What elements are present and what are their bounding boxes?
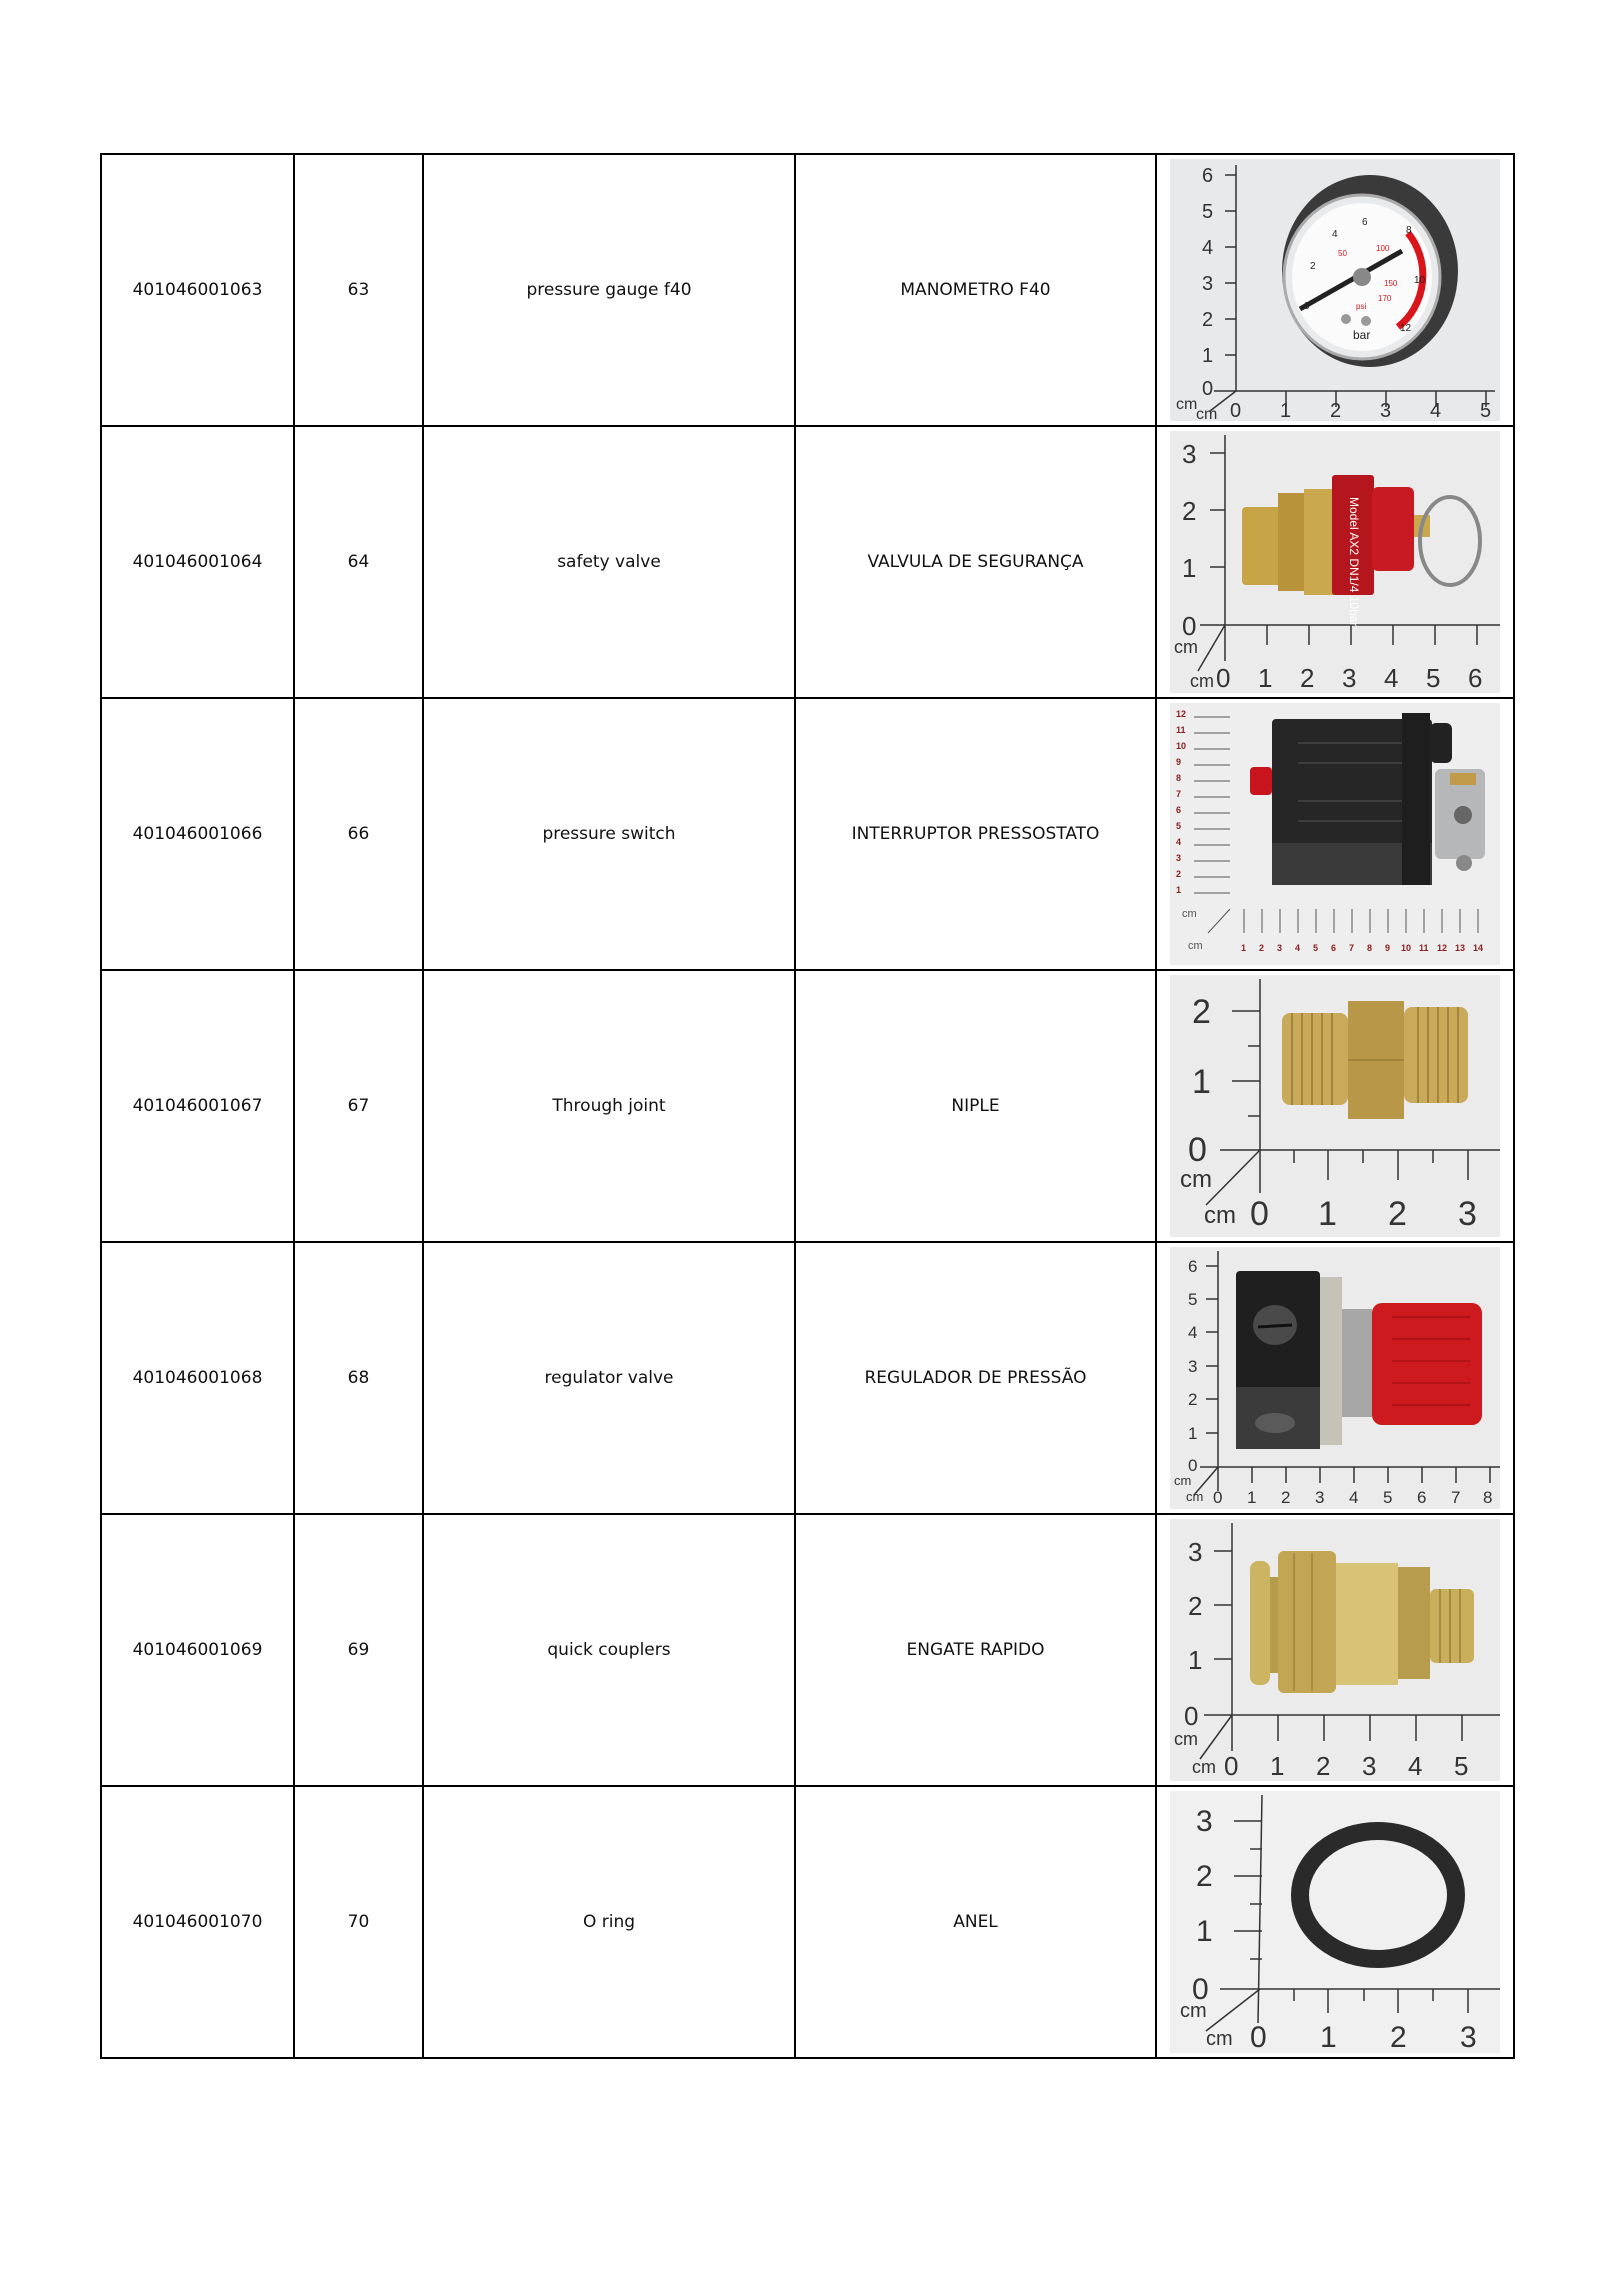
description-pt: VALVULA DE SEGURANÇA	[795, 426, 1156, 698]
pressure-switch-photo	[1170, 703, 1500, 965]
svg-text:170: 170	[1378, 294, 1392, 303]
svg-text:4: 4	[1384, 663, 1399, 693]
svg-text:cm: cm	[1180, 2000, 1207, 2022]
svg-text:2: 2	[1176, 869, 1182, 879]
svg-text:1: 1	[1241, 943, 1247, 953]
svg-text:2: 2	[1330, 400, 1342, 421]
svg-text:2: 2	[1202, 309, 1214, 331]
svg-text:psi: psi	[1356, 302, 1367, 311]
svg-text:1: 1	[1270, 1751, 1285, 1781]
svg-text:1: 1	[1320, 2021, 1337, 2053]
svg-text:1: 1	[1196, 1915, 1213, 1948]
svg-text:3: 3	[1380, 400, 1392, 421]
svg-text:cm: cm	[1192, 1757, 1216, 1777]
description-en: pressure switch	[423, 698, 795, 970]
parts-table	[100, 153, 1515, 2059]
part-code: 401046001067	[101, 970, 294, 1242]
svg-text:2: 2	[1188, 1591, 1203, 1621]
position-number: 66	[294, 698, 423, 970]
svg-text:7: 7	[1349, 943, 1355, 953]
svg-text:4: 4	[1202, 237, 1214, 259]
svg-text:12: 12	[1400, 323, 1412, 334]
svg-text:2: 2	[1316, 1751, 1331, 1781]
svg-text:0: 0	[1213, 1488, 1223, 1507]
svg-text:0: 0	[1304, 301, 1310, 312]
svg-text:6: 6	[1202, 165, 1214, 187]
svg-text:4: 4	[1295, 943, 1301, 953]
svg-text:cm: cm	[1180, 1166, 1212, 1193]
svg-text:2: 2	[1196, 1860, 1213, 1893]
svg-text:5: 5	[1313, 943, 1319, 953]
part-photo-cell	[1156, 426, 1514, 698]
svg-text:7: 7	[1176, 789, 1182, 799]
svg-text:cm: cm	[1174, 1473, 1192, 1488]
description-pt: ENGATE RAPIDO	[795, 1514, 1156, 1786]
table-row	[101, 970, 1514, 1242]
svg-text:7: 7	[1451, 1488, 1461, 1507]
svg-text:2: 2	[1182, 496, 1197, 526]
svg-text:3: 3	[1188, 1537, 1203, 1567]
part-code: 401046001069	[101, 1514, 294, 1786]
position-number: 64	[294, 426, 423, 698]
regulator-valve-photo	[1170, 1247, 1500, 1509]
svg-text:4: 4	[1332, 229, 1338, 240]
description-en: safety valve	[423, 426, 795, 698]
svg-text:0: 0	[1182, 611, 1197, 641]
nipple-photo	[1170, 975, 1500, 1237]
svg-text:13: 13	[1455, 943, 1466, 953]
part-code: 401046001064	[101, 426, 294, 698]
svg-text:4: 4	[1349, 1488, 1359, 1507]
part-photo-cell	[1156, 1786, 1514, 2058]
safety-valve-photo	[1170, 431, 1500, 693]
part-photo-cell	[1156, 1514, 1514, 1786]
svg-text:1: 1	[1188, 1424, 1198, 1443]
svg-text:1: 1	[1258, 663, 1273, 693]
description-en: O ring	[423, 1786, 795, 2058]
part-photo-cell	[1156, 698, 1514, 970]
svg-text:0: 0	[1188, 1131, 1207, 1169]
svg-text:3: 3	[1196, 1805, 1213, 1838]
svg-text:11: 11	[1419, 943, 1429, 953]
svg-text:1: 1	[1176, 885, 1182, 895]
svg-text:2: 2	[1310, 261, 1316, 272]
part-code: 401046001070	[101, 1786, 294, 2058]
svg-text:3: 3	[1342, 663, 1357, 693]
part-photo-cell	[1156, 154, 1514, 426]
svg-text:0: 0	[1224, 1751, 1239, 1781]
svg-text:cm: cm	[1190, 671, 1214, 691]
svg-text:5: 5	[1176, 821, 1182, 831]
svg-text:0: 0	[1250, 1195, 1269, 1233]
svg-text:cm: cm	[1196, 406, 1218, 421]
part-code: 401046001063	[101, 154, 294, 426]
svg-text:8: 8	[1406, 225, 1412, 236]
svg-text:0: 0	[1188, 1456, 1198, 1475]
description-en: Through joint	[423, 970, 795, 1242]
svg-text:2: 2	[1300, 663, 1315, 693]
table-row	[101, 1786, 1514, 2058]
svg-text:9: 9	[1385, 943, 1391, 953]
table-row	[101, 1242, 1514, 1514]
svg-text:cm: cm	[1206, 2028, 1233, 2050]
svg-text:10: 10	[1176, 741, 1187, 751]
svg-text:3: 3	[1176, 853, 1182, 863]
svg-text:1: 1	[1192, 1063, 1211, 1101]
svg-text:12: 12	[1176, 709, 1187, 719]
svg-text:11: 11	[1176, 725, 1186, 735]
svg-text:1: 1	[1202, 345, 1214, 367]
svg-text:14: 14	[1473, 943, 1484, 953]
table-row	[101, 154, 1514, 426]
description-pt: ANEL	[795, 1786, 1156, 2058]
svg-text:50: 50	[1338, 249, 1347, 258]
svg-text:6: 6	[1176, 805, 1182, 815]
position-number: 67	[294, 970, 423, 1242]
svg-text:5: 5	[1454, 1751, 1469, 1781]
svg-text:3: 3	[1188, 1357, 1198, 1376]
part-code: 401046001066	[101, 698, 294, 970]
svg-text:cm: cm	[1174, 637, 1198, 657]
svg-text:6: 6	[1362, 217, 1368, 228]
svg-text:cm: cm	[1174, 1729, 1198, 1749]
quick-coupler-photo	[1170, 1519, 1500, 1781]
svg-text:10: 10	[1401, 943, 1412, 953]
description-pt: INTERRUPTOR PRESSOSTATO	[795, 698, 1156, 970]
description-en: pressure gauge f40	[423, 154, 795, 426]
svg-text:1: 1	[1182, 553, 1197, 583]
svg-text:0: 0	[1184, 1701, 1199, 1731]
svg-text:5: 5	[1480, 400, 1492, 421]
svg-text:150: 150	[1384, 279, 1398, 288]
svg-text:1: 1	[1280, 400, 1292, 421]
position-number: 69	[294, 1514, 423, 1786]
svg-text:3: 3	[1182, 439, 1197, 469]
position-number: 70	[294, 1786, 423, 2058]
svg-text:4: 4	[1176, 837, 1182, 847]
position-number: 68	[294, 1242, 423, 1514]
svg-text:4: 4	[1188, 1323, 1198, 1342]
svg-text:0: 0	[1216, 663, 1231, 693]
description-en: quick couplers	[423, 1514, 795, 1786]
table-row	[101, 1514, 1514, 1786]
svg-text:10: 10	[1414, 275, 1426, 286]
description-pt: MANOMETRO F40	[795, 154, 1156, 426]
pressure-gauge-photo	[1170, 159, 1500, 421]
svg-text:cm: cm	[1188, 940, 1203, 952]
svg-text:2: 2	[1259, 943, 1265, 953]
svg-text:1: 1	[1188, 1645, 1203, 1675]
svg-text:6: 6	[1188, 1257, 1198, 1276]
svg-text:0: 0	[1202, 378, 1214, 400]
svg-text:6: 6	[1417, 1488, 1427, 1507]
svg-text:100: 100	[1376, 244, 1390, 253]
table-row	[101, 426, 1514, 698]
svg-text:2: 2	[1281, 1488, 1291, 1507]
svg-text:3: 3	[1362, 1751, 1377, 1781]
svg-text:3: 3	[1315, 1488, 1325, 1507]
svg-text:2: 2	[1192, 993, 1211, 1031]
part-photo-cell	[1156, 1242, 1514, 1514]
svg-text:5: 5	[1202, 201, 1214, 223]
svg-text:9: 9	[1176, 757, 1182, 767]
description-pt: REGULADOR DE PRESSÃO	[795, 1242, 1156, 1514]
position-number: 63	[294, 154, 423, 426]
svg-text:cm: cm	[1186, 1489, 1204, 1504]
svg-text:5: 5	[1383, 1488, 1393, 1507]
svg-text:6: 6	[1468, 663, 1483, 693]
svg-text:0: 0	[1192, 1973, 1209, 2006]
svg-text:2: 2	[1188, 1390, 1198, 1409]
svg-text:3: 3	[1460, 2021, 1477, 2053]
svg-text:3: 3	[1277, 943, 1283, 953]
svg-text:cm: cm	[1176, 396, 1198, 413]
svg-text:8: 8	[1483, 1488, 1493, 1507]
svg-text:4: 4	[1408, 1751, 1423, 1781]
svg-text:1: 1	[1247, 1488, 1257, 1507]
o-ring-photo	[1170, 1791, 1500, 2053]
part-photo-cell	[1156, 970, 1514, 1242]
svg-text:3: 3	[1458, 1195, 1477, 1233]
svg-text:4: 4	[1430, 400, 1442, 421]
table-row	[101, 698, 1514, 970]
part-code: 401046001068	[101, 1242, 294, 1514]
svg-text:0: 0	[1250, 2021, 1267, 2053]
svg-text:6: 6	[1331, 943, 1337, 953]
svg-text:bar: bar	[1353, 328, 1371, 342]
svg-text:0: 0	[1230, 400, 1242, 421]
svg-text:8: 8	[1367, 943, 1373, 953]
svg-text:cm: cm	[1182, 908, 1197, 920]
description-en: regulator valve	[423, 1242, 795, 1514]
svg-text:2: 2	[1390, 2021, 1407, 2053]
svg-text:1: 1	[1318, 1195, 1337, 1233]
svg-text:Model AX2 DN1/4 10bar: Model AX2 DN1/4 10bar	[1347, 497, 1361, 627]
svg-text:cm: cm	[1204, 1202, 1236, 1229]
description-pt: NIPLE	[795, 970, 1156, 1242]
svg-text:3: 3	[1202, 273, 1214, 295]
svg-text:12: 12	[1437, 943, 1448, 953]
svg-text:2: 2	[1388, 1195, 1407, 1233]
svg-text:5: 5	[1188, 1290, 1198, 1309]
svg-text:5: 5	[1426, 663, 1441, 693]
svg-text:8: 8	[1176, 773, 1182, 783]
